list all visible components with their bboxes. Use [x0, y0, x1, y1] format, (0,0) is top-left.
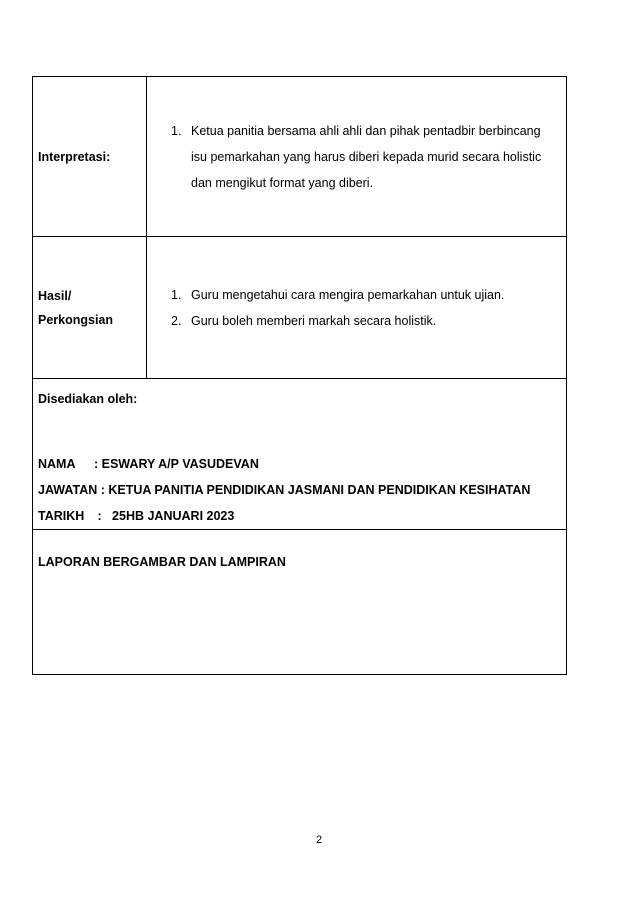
tarikh-key: TARIKH [38, 509, 85, 523]
interpretasi-label-cell [33, 77, 147, 237]
list-item-text: Guru boleh memberi markah secara holistik. [191, 313, 437, 328]
laporan-cell [33, 530, 567, 675]
laporan-row [33, 530, 567, 675]
disediakan-title: Disediakan oleh: [38, 392, 138, 406]
list-item-number: 2. [171, 313, 182, 328]
jawatan-row [38, 477, 566, 503]
report-table [32, 76, 567, 675]
page-number: 2 [315, 834, 323, 846]
interpretasi-label: Interpretasi: [38, 149, 111, 164]
hasil-content-cell [147, 237, 567, 379]
list-item-number: 1. [171, 287, 182, 302]
disediakan-cell [33, 379, 567, 530]
interpretasi-content-cell [147, 77, 567, 237]
hasil-label-cell [33, 237, 147, 379]
hasil-label [33, 284, 146, 332]
jawatan-key: JAWATAN [38, 483, 98, 497]
interpretasi-row [33, 77, 567, 237]
list-item-text: Guru mengetahui cara mengira pemarkahan untuk ujian. [191, 287, 505, 302]
list-item-text: Ketua panitia bersama ahli ahli dan pihak pentadbir berbincang isu pemarkahan yang harus diberi kepada murid secara holistic dan mengikut format yang diberi. [191, 123, 542, 190]
list-item [171, 308, 548, 334]
list-item [171, 118, 548, 196]
hasil-list [147, 282, 566, 334]
nama-row [38, 451, 566, 477]
nama-key: NAMA [38, 457, 76, 471]
laporan-title: LAPORAN BERGAMBAR DAN LAMPIRAN [38, 555, 286, 569]
list-item [171, 282, 548, 308]
tarikh-row [38, 503, 566, 529]
disediakan-row [33, 379, 567, 530]
hasil-row [33, 237, 567, 379]
prepared-by-details [33, 409, 566, 529]
jawatan-value: : KETUA PANITIA PENDIDIKAN JASMANI DAN PENDIDIKAN KESIHATAN [97, 483, 531, 497]
hasil-label-line1: Hasil/ [38, 288, 72, 303]
nama-value: : ESWARY A/P VASUDEVAN [94, 457, 259, 471]
hasil-label-line2: Perkongsian [38, 312, 114, 327]
tarikh-value: : 25HB JANUARI 2023 [94, 509, 235, 523]
list-item-number: 1. [171, 123, 182, 138]
interpretasi-list [147, 118, 566, 196]
